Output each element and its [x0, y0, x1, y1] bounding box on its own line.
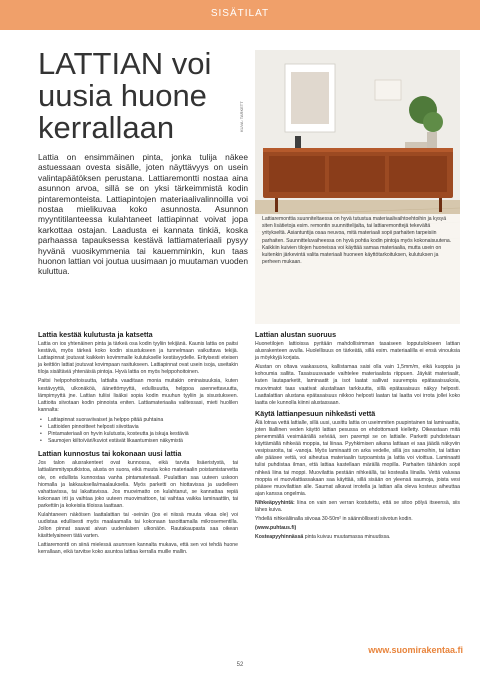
closing-label: Kosteapyyhinnässä — [255, 534, 304, 541]
title-line: LATTIAN voi — [38, 46, 212, 81]
lead-paragraph: Lattia on ensimmäinen pinta, jonka tulija näkee astuessaan ovesta sisälle, joten näyttävyys on usein valintapäätöksen perustana. Lattiaremontti nostaa aina asunnon arvoa, sillä se on yksi tärkeimmistä kodin pintaremonteista. Lattiapintojen materiaalivalinnoilla voi nostaa mielikuvaa koko asunnosta. Asunnon myyntitilanteessa kulahtaneet lattiapinnat voivat jopa karkottaa ostajan. Laadusta ei kannata tinkiä, koska parhaassa tapauksessa kestävä lattiamateriaali pysyy hyvänä vuosikymmenia tai kauemminkin, kun taas huonon lattian voi joutua uusimaan jo muutaman vuoden kuluttua. — [38, 152, 248, 277]
body-paragraph: Yhdellä nihkeäliinalla siivoaa 30-50m² in säännöllisesti siivotun kodin. — [255, 516, 413, 523]
tip-label: Nihkeäpyyhintä: — [255, 499, 295, 506]
bullet-list — [38, 417, 238, 445]
section-label: SISÄTILAT — [210, 8, 270, 19]
list-item: • Saumojen kiilto/väri/kuviot estävät likaantumisen näkymistä — [38, 438, 238, 445]
section-heading: Lattian alustan suoruus — [255, 330, 337, 339]
title-line: kerrallaan — [38, 110, 175, 145]
site-url-link[interactable]: www.suomirakentaa.fi — [368, 645, 463, 655]
body-paragraph: Älä lotraa vettä lattialle, sillä uusi, uusittu lattia on useimmiten puupintainen tai laminaattia, joten liiallinen veden käyttö lattian pesussa on ehdottomasti kielletty. Oikeastaan mitä pienemmällä vesimäärällä selviää, sen parempi se on lattialle. Parketti puhdistetaan käyttämällä nihkeää moppia, tai liinaa. Pyyhkimisen aikana lattiaan ei saa jäädä näkyviin vesipisaroita, tai -vanoja. Myös laminaatti on arka vedelle, sillä jos saumoihin, tai lattian alle pääsee vettä, voi aiheutua materiaalin turpoamista ja lattia voi vioittua. Laminaatti tulisi puhdistaa ilman, että lattiaa kastellaan märällä mopilla. Parhaiten tähänkin sopii nihkeä liina tai moppi. Muovilattia pestään nihkeällä, tai kostealla liinalla. Vettä valuvaa moppia ei muovilattiassakaan saa käyttää, sillä sisään on yleensä saumoja, joista vesi pääsee muovilattian alle. Saumat alkavat irrotella ja lattian alla oleva kosteus aiheuttaa ajan kanssa ongelmia. — [255, 419, 460, 497]
body-paragraph: Kulahtaneen näköisen laattalattian tai -seinän (jos ei niissä muuta vikaa ole) voi uudistaa edullisesti myös maalaamalla tai kokonaan tasoittamalla mikrosementilla. Jollon pinnat saavat aivan uudenlaisen ulkonäön. Rautakaupasta saa oikean käsittelyaineen tätä varten. — [38, 511, 238, 540]
body-paragraph: Alustan on oltava vaakasuora, kallistamaa saisi olla vain 1,5mm/m, eikä kuoppia ja kohoumia sallita. Tasaisuusvaade vaihtelee materiaalista riippuen. Jäykät materiaalit, kuten lautaparketit, laminaatit ja isot laatat sallivat suurempia epätasaisuuksia, muovimatot taas vaativat alustaltaan tarkkuutta, sillä epätasaisuus näkyy helposti. Laattalattian alustana epätasaisuus nikkoo helposti laatan tai laatta voi irrota jollei koko laatta ole kunnolla kiinni alustassaan. — [255, 364, 460, 406]
right-column — [255, 330, 460, 543]
body-paragraph: Lattia on ios yhtenäinen pinta ja tärkeä osa kodin tyyliin tekijänä. Kaunis lattia on paitsi kestävä, myös tärkeä koko kodin sisustukseen ja tunnelmaan vaikuttava tekijä. Lattiapinnat joutuvat kaikkein kovimmalle kulutukselle kestävyydelle. Erityisesti eteisen ja keittiön lattiat joutuvat kovimpaan rasitukseen. Lattiapinnat ovat usein isoja, useitakin tiloja sisältäviä yhtenäisiä pintoja. Hyvä lattia on myös helppohoitoinen. — [38, 341, 238, 376]
body-paragraph: Lattiaremontti on siinä mielessä asunnsen kannalta mukava, että sen voi tehdä huone kerrallaan, eikä tarvitse koko asuntoa lattiaa kerralla muille mallin. — [38, 542, 238, 556]
closing-text: pinta kuivuu muutamassa minuutissa. — [304, 534, 391, 541]
tip-paragraph — [255, 500, 460, 514]
photo-credit: KUVA: TARKETT — [239, 101, 244, 132]
tip-text: liina on vain sen verran kostutettu, että se sitoo pölyä itseensä, siis lähes kuiva. — [255, 499, 460, 513]
list-item: • Lattiapinnat suoraviivaiset ja helppo pitää puhtaina — [38, 417, 238, 424]
body-paragraph: Huonetilojen lattioissa pyritään mahdollisimman tasaiseen lopputulokseen lattian alusrakenteen avulla. Huolellisuus on tärkeätä, sillä esim. materiaalilla ei ensä vinouksia ja möykkyjä korjata. — [255, 341, 460, 362]
list-item: • Pintamateriaali on hyvin kulutusta, kosteutta ja iskuja kestäviä — [38, 431, 238, 438]
page-number: 52 — [236, 662, 244, 668]
body-paragraph: Paitsi helppohoitoisuutta, lattialta vaaditaan monia muitakin ominaisuuksia, kuten kestävyyttä, ulkonäköä, äänettömyyttä, edullisuutta, helppoa asennettavuutta, lämpimyyttä jne. Lattian tuliisi lisäksi sopia kodin muuhun tyyliin ja sisustukseen. Lattioita siivotaan kodin pinnoista eniten. Lattiamateriaalia valitessasi, mieti huolilen kannalta: — [38, 378, 238, 413]
section-heading: Lattian kunnostus tai kokonaan uusi lattia — [38, 449, 182, 459]
source-citation — [255, 525, 460, 532]
body-paragraph: Jos talon alusrakenteet ovat kunnossa, eikä tarvita lisäeristystä, tai lattialämmitysputkistoa, alusta on suora, eikä muuta koko materiaalin poistamistarvetta ole, on edullista kunnostaa vanha pintamateriaali. Puulattian saa uuteen uskoon hiomalla ja lakkauksella/maalauksella. Myös parketti on hiottavissa ja uudelleen vahattavissa, tai lakattavissa. Jos muovimatto on kulahtanut, se kannattaa repiä kokonaan irti ja vaihtaa joko uuteen muovimattoon, tai vaihtaa vaikka laminaattiin, tai parkettiin ja kokeisiia tiloissa laattaan. — [38, 460, 238, 509]
source-link: (www.puhtaus.fi) — [255, 525, 297, 532]
photo-caption: Lattiaremonttia suunniteltaessa on hyvä tutustua materiaalivaihtoehtoihin ja kysyä siten lisätietoja esim. remontin suunnittelijalta, tai lattiaremonttejä tekevältä yritykseltä. Asiantuntija osaa neuvoa, mitä materiaali sopii parhaiten tarpeisiin parhaiten. Suunnitteluvaiheessa on hyvä pohtia kodin pintoja myös kokonaisuutena. Kaikkiin kuivien tilojen huoneissa voi käyttää samaa materiaalia, mutta usein on kuitenkin järkevintä valita materiaali huoneen käyttötarkoituksen, kulutuksen ja perheen mukaan. — [262, 216, 452, 266]
article-title — [38, 48, 238, 144]
left-column — [38, 330, 238, 559]
section-heading: Lattia kestää kulutusta ja katsetta — [38, 330, 153, 339]
title-line: uusia huone — [38, 78, 207, 113]
section-heading: Käytä lattianpesuun nihkeästi vettä — [255, 408, 376, 418]
list-item: • Lattioiden pinnoitteet helposti siivottavia — [38, 424, 238, 431]
closing-paragraph — [255, 534, 460, 541]
